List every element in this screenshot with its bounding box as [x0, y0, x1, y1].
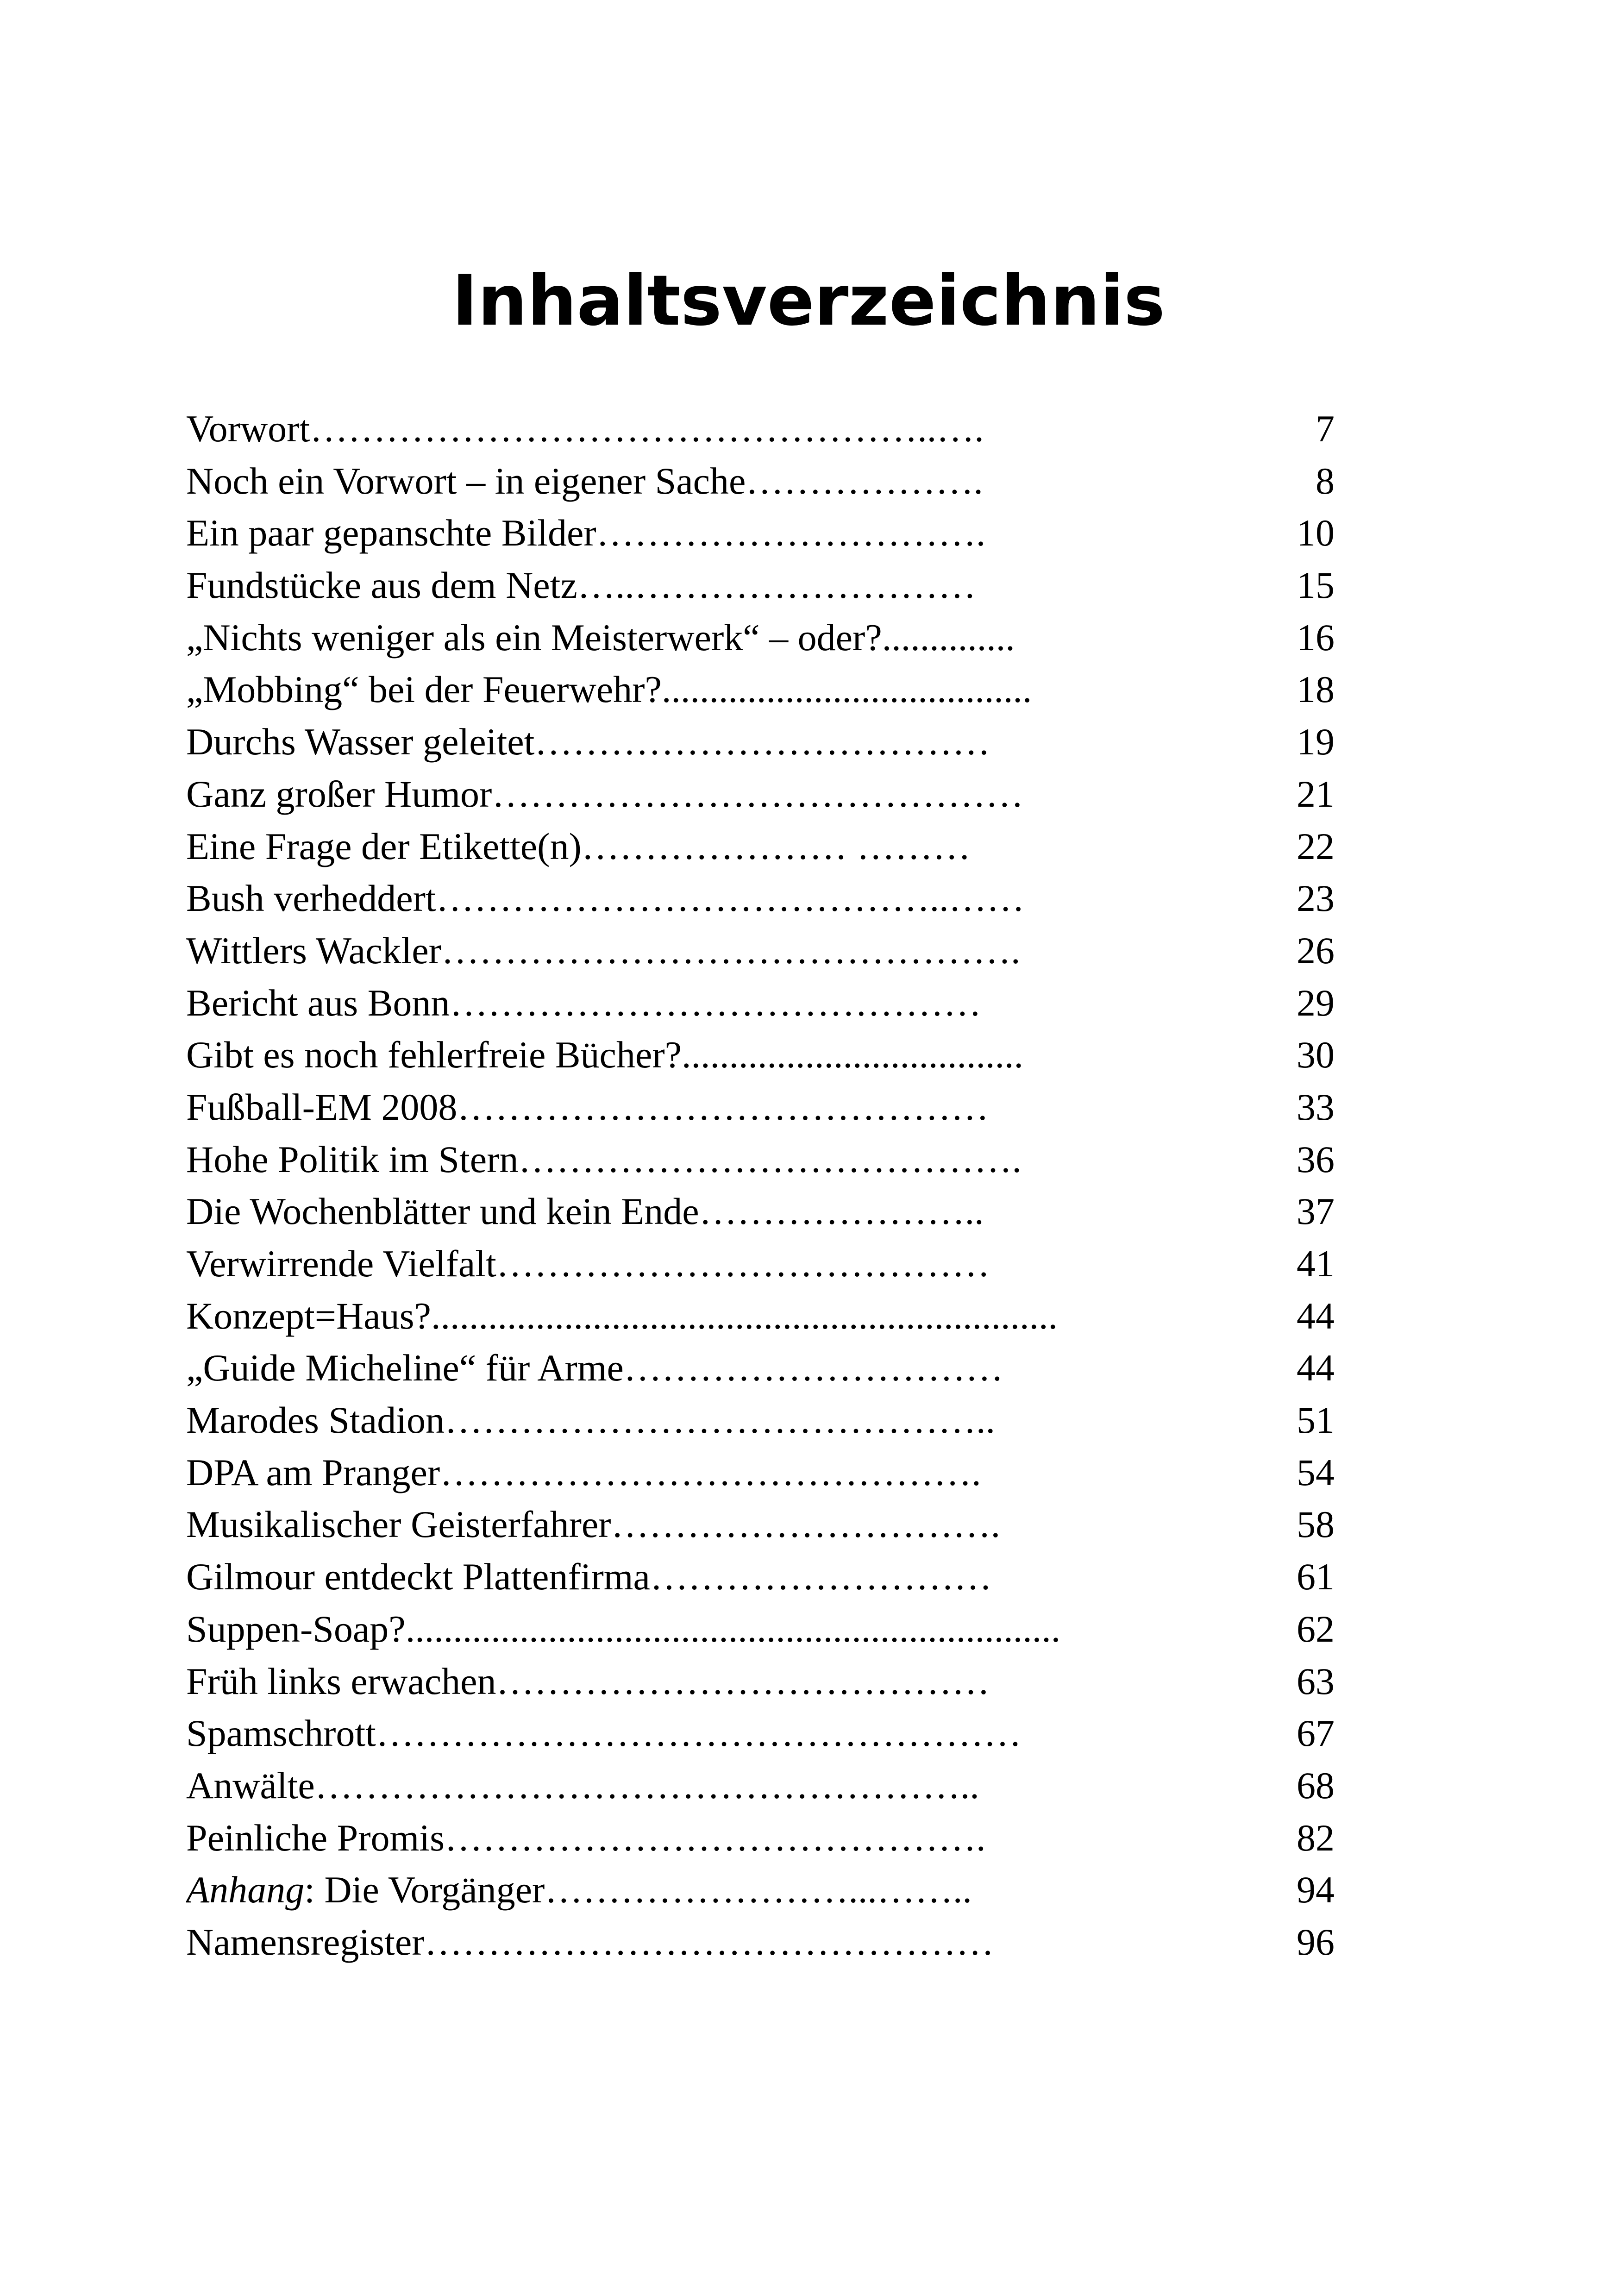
toc-entry-title [186, 664, 1186, 716]
toc-entry [186, 1238, 1335, 1290]
toc-entry-title-text: „Nichts weniger als ein Meisterwerk“ – oder?.............. [186, 616, 1015, 659]
toc-entry-title [186, 716, 1186, 768]
toc-entry-title-text: Musikalischer Geisterfahrer…………………………. [186, 1503, 1001, 1546]
toc-entry-title-text: Wittlers Wackler………………………………………. [186, 929, 1021, 972]
toc-entry-page-number: 18 [1297, 668, 1335, 711]
toc-entry [186, 1447, 1335, 1499]
toc-entry-title [186, 507, 1186, 559]
toc-entry-title-text: Anwälte…………………………………………….. [186, 1764, 979, 1807]
toc-entry [186, 559, 1335, 612]
toc-entry-title [186, 1499, 1186, 1551]
toc-entry-page-number: 26 [1297, 929, 1335, 972]
toc-entry-page-number: 16 [1297, 616, 1335, 659]
toc-entry [186, 1499, 1335, 1551]
toc-entry-title [186, 1342, 1186, 1394]
toc-entry-title [186, 1134, 1186, 1186]
toc-entry-title-text: Marodes Stadion…………………………………….. [186, 1399, 995, 1442]
toc-entry-title [186, 1186, 1186, 1238]
toc-entry-title-text: Konzept=Haus?.................................................................. [186, 1294, 1058, 1337]
toc-entry-title [186, 1916, 1186, 1969]
toc-entry-page-number: 8 [1316, 459, 1335, 502]
toc-entry-title [186, 403, 1186, 455]
toc-entry-title [186, 455, 1186, 508]
toc-entry-page-number: 96 [1297, 1920, 1335, 1963]
toc-entry-page-number: 58 [1297, 1503, 1335, 1546]
toc-entry [186, 1342, 1335, 1394]
toc-entry-title [186, 1238, 1186, 1290]
toc-entry-page-number: 21 [1297, 772, 1335, 815]
toc-entry-title [186, 1081, 1186, 1134]
toc-entry [186, 1812, 1335, 1864]
toc-entry-page-number: 44 [1297, 1294, 1335, 1337]
toc-entry [186, 403, 1335, 455]
toc-entry [186, 821, 1335, 873]
page-title: Inhaltsverzeichnis [451, 261, 1166, 341]
toc-entry-page-number: 62 [1297, 1607, 1335, 1650]
toc-entry-title [186, 559, 1186, 612]
toc-entry-title-text: DPA am Pranger……………………………………. [186, 1451, 981, 1493]
toc-entry-page-number: 22 [1297, 825, 1335, 867]
toc-entry-title [186, 1394, 1186, 1447]
toc-entry-title-text: Vorwort…………………………………………..…. [186, 408, 984, 450]
toc-entry [186, 1603, 1335, 1656]
toc-entry-title [186, 821, 1186, 873]
toc-entry-title [186, 1656, 1186, 1708]
toc-entry [186, 1186, 1335, 1238]
toc-entry-title-text: Fundstücke aus dem Netz…..……………………… [186, 564, 976, 607]
toc-entry [186, 612, 1335, 664]
toc-entry [186, 716, 1335, 768]
toc-entry-title-text: Spamschrott…………………………………………… [186, 1712, 1022, 1755]
toc-entry-title-text: Namensregister……………………………………… [186, 1920, 994, 1963]
toc-entry-title-text: „Mobbing“ bei der Feuerwehr?....................................... [186, 668, 1032, 711]
toc-entry-title-text: Hohe Politik im Stern…………………………………. [186, 1138, 1022, 1180]
toc-entry-title [186, 1029, 1186, 1081]
toc-entry-title [186, 1551, 1186, 1603]
toc-entry-page-number: 29 [1297, 981, 1335, 1024]
toc-entry-title [186, 925, 1186, 977]
toc-entry [186, 455, 1335, 508]
toc-entry [186, 925, 1335, 977]
toc-entry-title-text: „Guide Micheline“ für Arme………………………… [186, 1347, 1003, 1389]
toc-entry-title [186, 612, 1186, 664]
toc-entry-title [186, 1707, 1186, 1760]
toc-entry [186, 768, 1335, 821]
toc-entry-page-number: 15 [1297, 564, 1335, 607]
toc-entry [186, 1290, 1335, 1342]
toc-entry-title [186, 1812, 1186, 1864]
toc-entry [186, 977, 1335, 1029]
toc-entry-title-text: Verwirrende Vielfalt………………………………… [186, 1242, 990, 1285]
table-of-contents [186, 403, 1335, 1969]
toc-entry-title [186, 1290, 1186, 1342]
toc-entry-page-number: 7 [1316, 408, 1335, 450]
toc-entry-title-text: : Die Vorgänger……………………...…….. [304, 1869, 972, 1911]
toc-entry-page-number: 37 [1297, 1190, 1335, 1233]
toc-entry-title-text: Suppen-Soap?..................................................................... [186, 1607, 1061, 1650]
toc-entry [186, 507, 1335, 559]
toc-entry-page-number: 82 [1297, 1816, 1335, 1859]
toc-entry-title-text: Bush verheddert…………………………………..…… [186, 877, 1025, 920]
toc-entry [186, 1029, 1335, 1081]
toc-entry-title-text: Gilmour entdeckt Plattenfirma……………………… [186, 1556, 992, 1598]
toc-entry [186, 1707, 1335, 1760]
toc-entry-title-text: Eine Frage der Etikette(n)………………… ……… [186, 825, 971, 867]
toc-entry [186, 1760, 1335, 1812]
toc-entry [186, 1656, 1335, 1708]
toc-entry [186, 1864, 1335, 1916]
toc-entry [186, 1081, 1335, 1134]
toc-entry-page-number: 61 [1297, 1556, 1335, 1598]
toc-entry-title-text: Noch ein Vorwort – in eigener Sache………………. [186, 459, 983, 502]
toc-entry-page-number: 63 [1297, 1660, 1335, 1702]
toc-entry-title [186, 977, 1186, 1029]
toc-entry-title [186, 1603, 1186, 1656]
toc-entry-title-text: Ganz großer Humor…………………………………… [186, 772, 1024, 815]
toc-entry-page-number: 30 [1297, 1034, 1335, 1076]
toc-entry [186, 1134, 1335, 1186]
toc-entry-page-number: 44 [1297, 1347, 1335, 1389]
toc-entry-page-number: 33 [1297, 1085, 1335, 1128]
toc-entry-title-text: Bericht aus Bonn…………………………………… [186, 981, 982, 1024]
toc-entry-title-text: Ein paar gepanschte Bilder…………………………. [186, 512, 986, 554]
toc-entry-page-number: 67 [1297, 1712, 1335, 1755]
toc-entry-title-italic: Anhang [186, 1869, 305, 1911]
toc-entry-page-number: 94 [1297, 1869, 1335, 1911]
toc-entry-title-text: Fußball-EM 2008…………………………………… [186, 1085, 989, 1128]
toc-entry-title [186, 768, 1186, 821]
toc-entry-title [186, 1760, 1186, 1812]
toc-entry-title [186, 1447, 1186, 1499]
toc-entry-title [186, 1864, 1186, 1916]
toc-entry [186, 872, 1335, 925]
toc-entry [186, 1916, 1335, 1969]
toc-entry-page-number: 19 [1297, 721, 1335, 763]
toc-entry-page-number: 36 [1297, 1138, 1335, 1180]
toc-entry-page-number: 54 [1297, 1451, 1335, 1493]
toc-entry-page-number: 10 [1297, 512, 1335, 554]
toc-entry [186, 1551, 1335, 1603]
toc-entry-page-number: 23 [1297, 877, 1335, 920]
toc-entry [186, 664, 1335, 716]
toc-entry-title-text: Peinliche Promis……………………………………. [186, 1816, 986, 1859]
toc-entry-title-text: Gibt es noch fehlerfreie Bücher?.................................... [186, 1034, 1024, 1076]
toc-entry-page-number: 51 [1297, 1399, 1335, 1442]
toc-entry-title-text: Die Wochenblätter und kein Ende………………….. [186, 1190, 984, 1233]
toc-entry [186, 1394, 1335, 1447]
toc-entry-page-number: 41 [1297, 1242, 1335, 1285]
toc-entry-title-text: Früh links erwachen………………………………… [186, 1660, 990, 1702]
toc-entry-title-text: Durchs Wasser geleitet……………………………… [186, 721, 990, 763]
toc-entry-title [186, 872, 1186, 925]
toc-entry-page-number: 68 [1297, 1764, 1335, 1807]
